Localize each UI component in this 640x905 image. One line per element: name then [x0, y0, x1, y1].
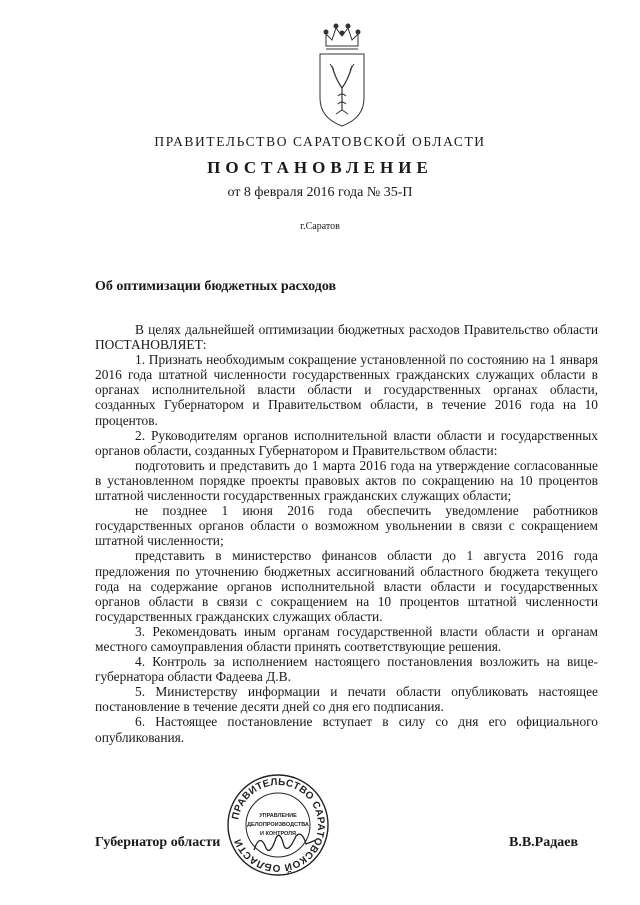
stamp-center-line: И КОНТРОЛЯ — [260, 831, 296, 837]
date-number: от 8 февраля 2016 года № 35-П — [227, 185, 413, 200]
paragraph: 2. Руководителям органов исполнительной власти области и государственных органов области, созданных Губернатором и Правительством области: — [95, 427, 598, 458]
paragraph: представить в министерство финансов области до 1 августа 2016 года предложения по уточнению бюджетных ассигнований областного бюджета текущего года на содержание органов исполнительной власти области и государственных органов области в связи с сокращением на 10 процентов штатной численности государственных гражданских служащих области. — [95, 548, 598, 624]
handwritten-signature-icon — [250, 828, 320, 858]
paragraph: подготовить и представить до 1 марта 2016 года на утверждение согласованные в установленном порядке проекты правовых актов по сокращению на 10 процентов штатной численности государственных гражданских служащих области; — [95, 457, 598, 504]
stamp-ring-text: ПРАВИТЕЛЬСТВО САРАТОВСКОЙ ОБЛАСТИ — [230, 776, 327, 874]
official-stamp-icon — [226, 773, 330, 877]
paragraph: В целях дальнейшей оптимизации бюджетных расходов Правительство области ПОСТАНОВЛЯЕТ: — [95, 322, 598, 353]
coat-of-arms-icon — [312, 18, 372, 130]
signer-position: Губернатор области — [95, 835, 221, 850]
paragraph: не позднее 1 июня 2016 года обеспечить уведомление работников государственных органов области о возможном увольнении в связи с сокращением штатной численности; — [95, 503, 598, 549]
stamp-center-line: ДЕЛОПРОИЗВОДСТВА — [247, 822, 309, 828]
city: г.Саратов — [300, 221, 340, 232]
document-subject: Об оптимизации бюджетных расходов — [95, 279, 337, 294]
document-type: ПОСТАНОВЛЕНИЕ — [207, 158, 433, 177]
signer-name: В.В.Радаев — [509, 835, 579, 850]
document-body — [95, 322, 598, 745]
government-name: ПРАВИТЕЛЬСТВО САРАТОВСКОЙ ОБЛАСТИ — [154, 134, 486, 149]
stamp-center-line: УПРАВЛЕНИЕ — [259, 813, 297, 819]
paragraph: 6. Настоящее постановление вступает в силу со дня его официального опубликования. — [95, 714, 598, 745]
paragraph: 1. Признать необходимым сокращение установленной по состоянию на 1 января 2016 года штатной численности государственных гражданских служащих области в органах исполнительной власти области и государственных органах области, созданных Губернатором и Правительством области, в течение 2016 года на 10 процентов. — [95, 352, 598, 428]
paragraph: 3. Рекомендовать иным органам государственной власти области и органам местного самоуправления области принять соответствующие решения. — [95, 623, 598, 654]
paragraph: 5. Министерству информации и печати области опубликовать настоящее постановление в течение десяти дней со дня его подписания. — [95, 684, 598, 715]
paragraph: 4. Контроль за исполнением настоящего постановления возложить на вице-губернатора области Фадеева Д.В. — [95, 654, 598, 685]
